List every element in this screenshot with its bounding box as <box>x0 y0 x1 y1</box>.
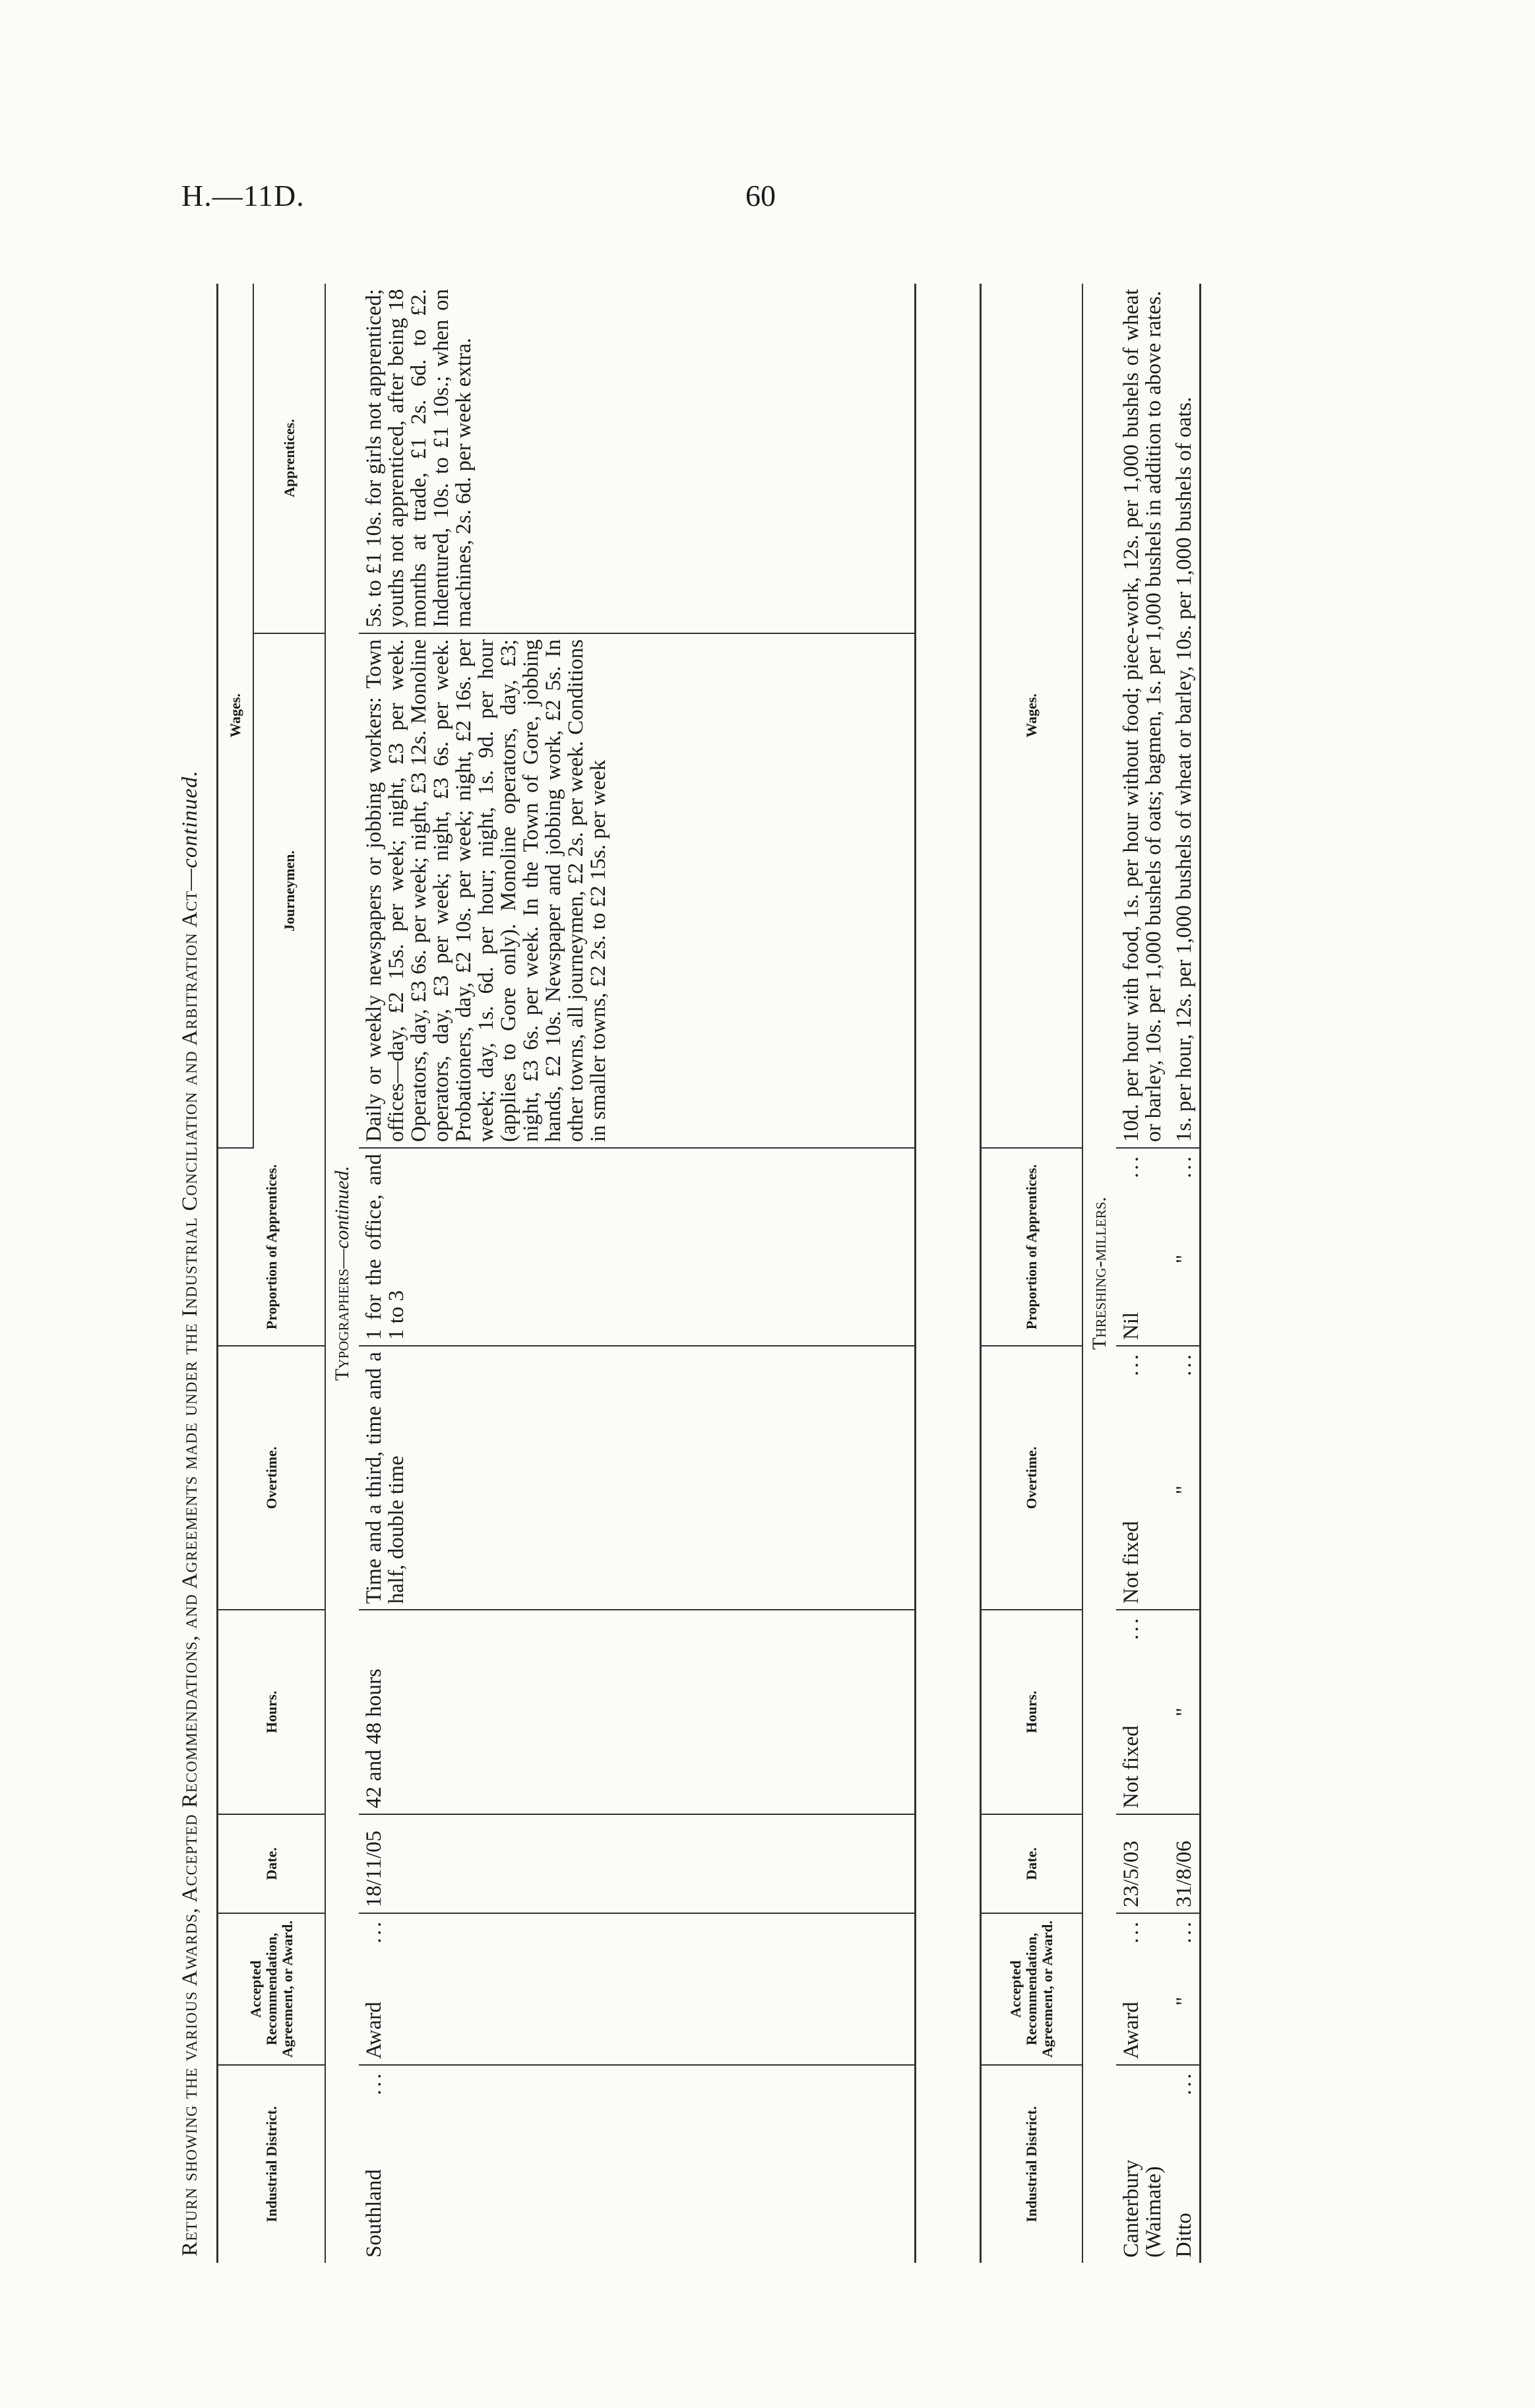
cell-date: 23/5/03 <box>1116 1814 1169 1913</box>
cell-hours: 42 and 48 hours <box>359 1610 916 1814</box>
cell-accepted: Award ... <box>359 1913 916 2065</box>
cell-district: Canterbury (Waimate) <box>1119 2159 1166 2258</box>
col-header-date: Date. <box>981 1814 1083 1913</box>
col-header-wages: Wages. <box>218 284 254 1148</box>
cell-proportion: Nil ... <box>1116 1148 1169 1346</box>
col-header-apprentices: Apprentices. <box>253 284 325 633</box>
title-continued: continued. <box>178 770 202 868</box>
cell-proportion: " ... <box>1169 1148 1201 1346</box>
col-header-district: Industrial District. <box>981 2065 1083 2263</box>
col-header-wages: Wages. <box>981 284 1083 1148</box>
cell-proportion: 1 for the office, and 1 to 3 <box>359 1148 916 1346</box>
cell-hours: " <box>1169 1610 1201 1814</box>
cell-overtime: Not fixed ... <box>1116 1346 1169 1610</box>
col-header-hours: Hours. <box>218 1610 326 1814</box>
col-header-district: Industrial District. <box>218 2065 326 2263</box>
cell-district: Ditto ... <box>1172 2071 1196 2258</box>
col-header-date: Date. <box>218 1814 326 1913</box>
cell-apprentices: 5s. to £1 10s. for girls not apprenticed; youths not apprenticed, after being 18 months at trade, £1 2s. 6d. to £2. Indentured, 10s. to £1 10s.; when on machines, 2s. 6d. per week extra. <box>359 284 916 633</box>
cell-accepted: Award ... <box>1116 1913 1169 2065</box>
cell-accepted: " ... <box>1169 1913 1201 2065</box>
section-name: Typographers— <box>331 1248 353 1381</box>
table-row <box>1169 284 1201 2263</box>
col-header-proportion: Proportion of Apprentices. <box>981 1148 1083 1346</box>
cell-district: Southland ... <box>362 2071 386 2258</box>
table-row <box>1116 284 1169 2263</box>
col-header-accepted: Accepted Recommendation, Agreement, or Award. <box>981 1913 1083 2065</box>
cell-journeymen: Daily or weekly newspapers or jobbing workers: Town offices—day, £2 15s. per week; night, £3 per week. Operators, day, £3 6s. per week; night, £3 12s. Monoline operators, day, £3 per week; night, £3 6s. per week. Probationers, day, £2 10s. per week; night, £2 16s. per week; day, 1s. 6d. per hour; night, 1s. 9d. per hour (applies to Gore only). Monoline operators, day, £3; night, £3 6s. per week. In the Town of Gore, jobbing hands, £2 10s. Newspaper and jobbing work, £2 5s. In other towns, all journeymen, £2 2s. per week. Conditions in smaller towns, £2 2s. to £2 15s. per week <box>359 633 916 1148</box>
page-number: 60 <box>745 179 776 212</box>
cell-overtime: " ... <box>1169 1346 1201 1610</box>
section-continued: continued. <box>331 1166 353 1249</box>
page-header-left: H.—11D. <box>181 179 305 212</box>
rotated-page-content <box>178 257 1365 2263</box>
col-header-overtime: Overtime. <box>218 1346 326 1610</box>
threshing-millers-table <box>980 284 1201 2263</box>
cell-hours: Not fixed ... <box>1116 1610 1169 1814</box>
section-title <box>325 284 359 2263</box>
cell-overtime: Time and a third, time and a half, double time <box>359 1346 916 1610</box>
cell-wages: 10d. per hour with food, 1s. per hour without food; piece-work, 12s. per 1,000 bushels of wheat or barley, 10s. per 1,000 bushels of oats; bagmen, 1s. per 1,000 bushels in addition to above rates. <box>1116 284 1169 1148</box>
col-header-overtime: Overtime. <box>981 1346 1083 1610</box>
cell-date: 31/8/06 <box>1169 1814 1201 1913</box>
table-row <box>359 284 916 2263</box>
document-title <box>178 277 203 2256</box>
cell-date: 18/11/05 <box>359 1814 916 1913</box>
typographers-table <box>216 284 916 2263</box>
col-header-proportion: Proportion of Apprentices. <box>218 1148 326 1346</box>
section-title: Threshing-millers. <box>1088 1197 1110 1350</box>
col-header-hours: Hours. <box>981 1610 1083 1814</box>
cell-wages: 1s. per hour, 12s. per 1,000 bushels of wheat or barley, 10s. per 1,000 bushels of oats. <box>1169 284 1201 1148</box>
title-text: Return showing the various Awards, Accepted Recommendations, and Agreements made under the Industrial Conciliation and Arbitration Act— <box>178 868 202 2256</box>
col-header-journeymen: Journeymen. <box>253 633 325 1148</box>
col-header-accepted: Accepted Recommendation, Agreement, or Award. <box>218 1913 326 2065</box>
